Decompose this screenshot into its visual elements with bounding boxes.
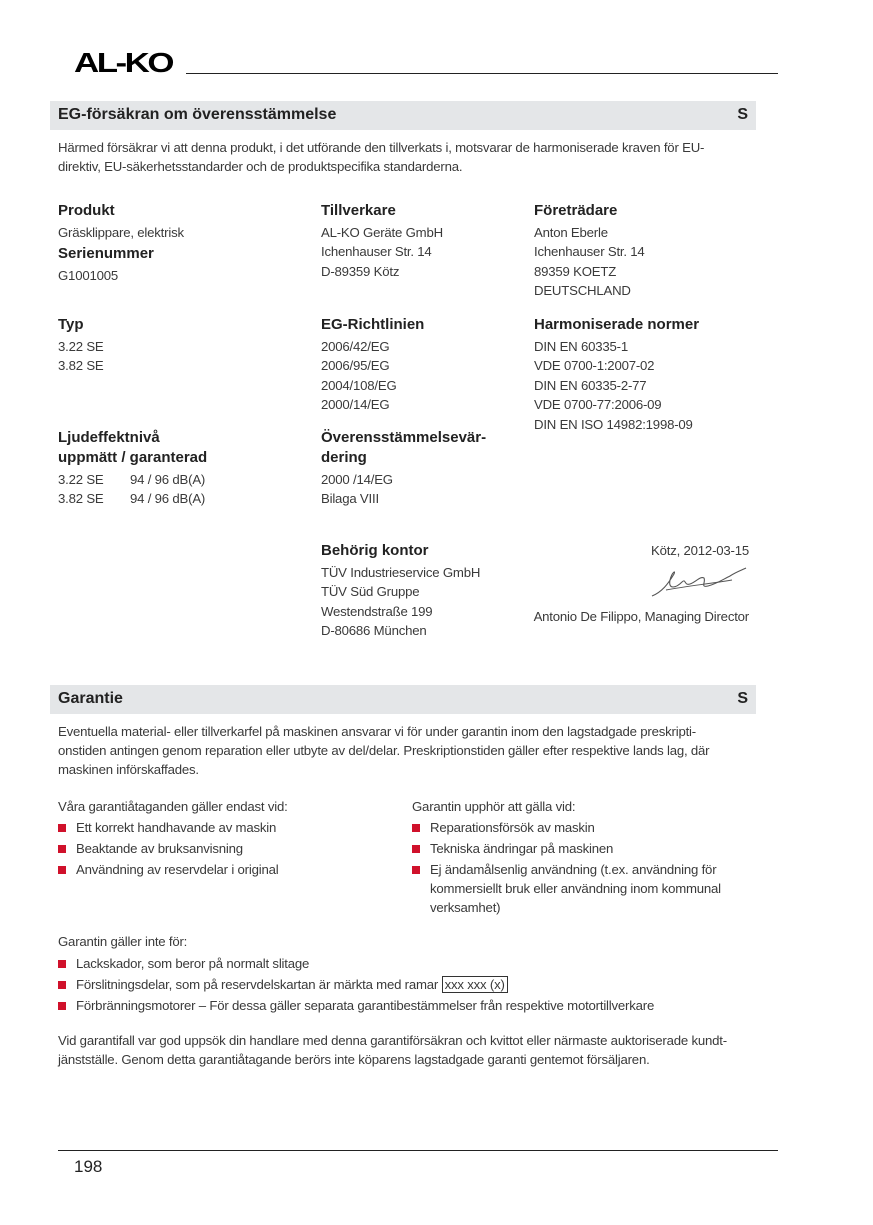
- authority-label: Behörig kontor: [321, 542, 429, 559]
- directives-list: 2006/42/EG 2006/95/EG 2004/108/EG 2000/14/EG: [321, 339, 397, 413]
- al-ko-logo: [74, 48, 174, 76]
- representative-label: Företrädare: [534, 202, 618, 219]
- norms-label: Harmoniserade normer: [534, 316, 700, 333]
- warranty-intro: Eventuella material- eller tillverkarfel på maskinen ansvarar vi för under garantin inom den lagstadgade preskripti- onstiden antingen genom reparation eller utbyte av del/delar. Preskriptionstiden gäller efter respektive lands lag, där maskinen införskaffades.: [58, 724, 710, 777]
- bullet-icon: [58, 960, 66, 968]
- serial-value: G1001005: [58, 268, 118, 283]
- header-rule: [186, 73, 778, 74]
- wear-part-frame-example: xxx xxx (x): [442, 976, 508, 993]
- svg-text:AL-KO: AL-KO: [74, 48, 174, 76]
- norms-list: DIN EN 60335-1 VDE 0700-1:2007-02 DIN EN 60335-2-77 VDE 0700-77:2006-09 DIN EN ISO 14982:1998-09: [534, 339, 693, 432]
- list-item: Ej ändamålsenlig användning (t.ex. användning för kommersiellt bruk eller användning inom kommunal verksamhet): [412, 860, 752, 917]
- declaration-language-code: S: [737, 106, 748, 123]
- bullet-icon: [58, 845, 66, 853]
- manufacturer-address: AL-KO Geräte GmbH Ichenhauser Str. 14 D-89359 Kötz: [321, 225, 443, 279]
- warranty-heading-bar: [50, 685, 756, 714]
- bullet-icon: [58, 981, 66, 989]
- declaration-heading-bar: [50, 101, 756, 130]
- list-item: Förslitningsdelar, som på reservdelskartan är märkta med ramar xxx xxx (x): [58, 975, 758, 995]
- bullet-icon: [58, 824, 66, 832]
- conformity-label: Överensstämmelsevär- dering: [321, 429, 487, 466]
- warranty-closing: Vid garantifall var god uppsök din handlare med denna garantiförsäkran och kvittot eller närmaste auktoriserade kundt- jänstställe. Genom detta garantiåtagande berörs inte köparens lagstadgade garanti gentemot försäljaren.: [58, 1033, 727, 1067]
- place-date: Kötz, 2012-03-15: [651, 543, 749, 558]
- sound-row: 3.22 SE 94 / 96 dB(A): [58, 472, 206, 487]
- bullet-icon: [58, 866, 66, 874]
- representative-address: Anton Eberle Ichenhauser Str. 14 89359 KOETZ DEUTSCHLAND: [534, 225, 645, 299]
- product-label: Produkt: [58, 202, 115, 219]
- page-number: 198: [74, 1157, 103, 1176]
- manufacturer-label: Tillverkare: [321, 202, 396, 219]
- type-list: 3.22 SE 3.82 SE: [58, 339, 104, 374]
- bullet-icon: [58, 1002, 66, 1010]
- sound-label: Ljudeffektnivå uppmätt / garanterad: [58, 429, 208, 466]
- bullet-icon: [412, 845, 420, 853]
- signatory: Antonio De Filippo, Managing Director: [533, 609, 749, 624]
- bullet-icon: [412, 824, 420, 832]
- serial-label: Serienummer: [58, 245, 154, 262]
- product-value: Gräsklippare, elektrisk: [58, 225, 184, 240]
- directives-label: EG-Richtlinien: [321, 316, 425, 333]
- list-item: Tekniska ändringar på maskinen: [412, 839, 752, 859]
- void-heading: Garantin upphör att gälla vid:: [412, 799, 576, 814]
- list-item: Reparationsförsök av maskin: [412, 818, 752, 838]
- type-label: Typ: [58, 316, 84, 333]
- declaration-intro: Härmed försäkrar vi att denna produkt, i det utförande den tillverkats i, motsvarar de harmoniserade kraven för EU- direktiv, EU-säkerhetsstandarder och de produktspecifika standarderna.: [58, 140, 705, 174]
- list-item: Beaktande av bruksanvisning: [58, 839, 378, 859]
- warranty-heading: Garantie: [58, 690, 123, 707]
- authority-address: TÜV Industrieservice GmbH TÜV Süd Gruppe Westendstraße 199 D-80686 München: [321, 565, 481, 639]
- bullet-icon: [412, 866, 420, 874]
- declaration-heading: EG-försäkran om överensstämmelse: [58, 106, 337, 123]
- list-item: Användning av reservdelar i original: [58, 860, 378, 880]
- valid-heading: Våra garantiåtaganden gäller endast vid:: [58, 799, 288, 814]
- list-item: Lackskador, som beror på normalt slitage: [58, 954, 758, 974]
- warranty-language-code: S: [737, 690, 748, 707]
- conformity-list: 2000 /14/EG Bilaga VIII: [321, 472, 393, 507]
- list-item: Förbränningsmotorer – För dessa gäller separata garantibestämmelser från respektive motortillverkare: [58, 996, 758, 1016]
- sound-row: 3.82 SE 94 / 96 dB(A): [58, 491, 206, 506]
- list-item: Ett korrekt handhavande av maskin: [58, 818, 378, 838]
- signature: [648, 562, 748, 604]
- exclusions-heading: Garantin gäller inte för:: [58, 934, 188, 949]
- footer-rule: [58, 1150, 778, 1151]
